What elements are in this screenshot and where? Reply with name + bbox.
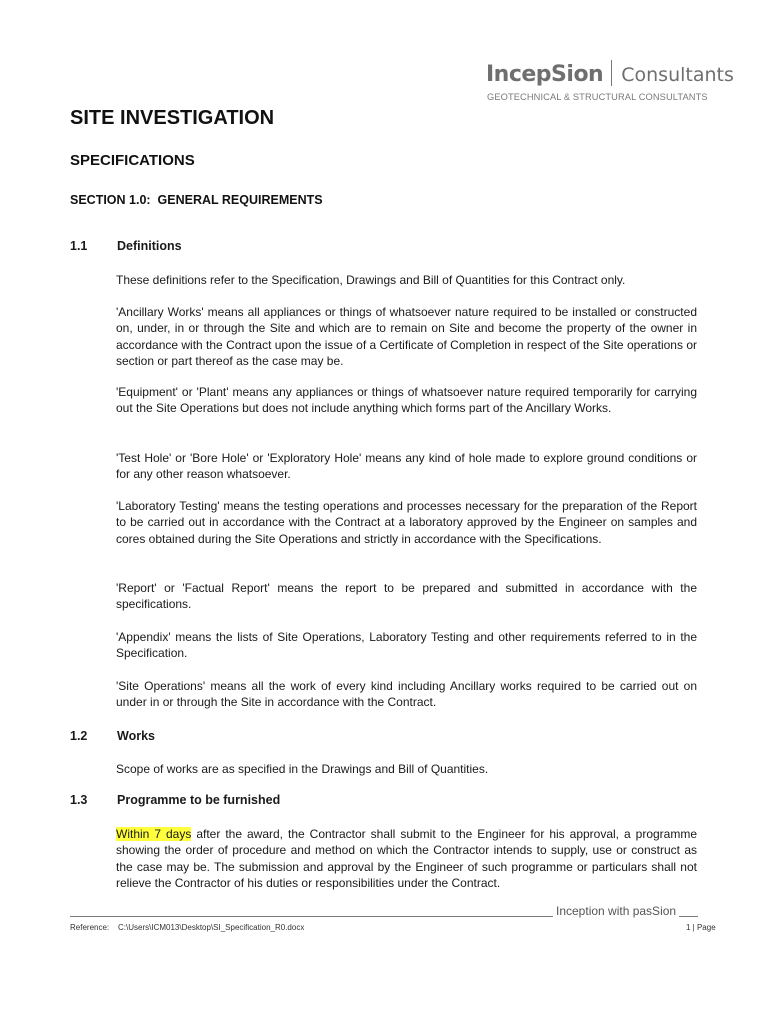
paragraph bbox=[116, 826, 697, 891]
paragraph-text: after the award, the Contractor shall submit to the Engineer for his approval, a programme showing the order of procedure and method on which the Contractor intends to supply, use or construct as the case may be. The submission and approval by the Engineer of such programme or particulars shall not relieve the Contractor of his duties or responsibilities under the Contract. bbox=[116, 827, 697, 890]
logo-brand-text: IncepSion bbox=[486, 62, 604, 87]
footer-tagline: Inception with pasSion bbox=[553, 904, 679, 918]
paragraph: Scope of works are as specified in the Drawings and Bill of Quantities. bbox=[116, 762, 489, 776]
section-title: Definitions bbox=[117, 239, 182, 253]
paragraph: 'Test Hole' or 'Bore Hole' or 'Exploratory Hole' means any kind of hole made to explore ground conditions or for any other reason whatsoever. bbox=[116, 451, 697, 482]
paragraph: 'Site Operations' means all the work of every kind including Ancillary works required to be carried out on under in or through the Site in accordance with the Contract. bbox=[116, 679, 697, 710]
section-heading: SECTION 1.0: GENERAL REQUIREMENTS bbox=[70, 193, 323, 207]
highlighted-text: Within 7 days bbox=[116, 827, 192, 841]
section-number: 1.2 bbox=[70, 729, 88, 743]
paragraph: These definitions refer to the Specification, Drawings and Bill of Quantities for this Contract only. bbox=[116, 273, 626, 287]
logo-consultants-text: Consultants bbox=[621, 64, 734, 86]
section-number: 1.3 bbox=[70, 793, 88, 807]
paragraph: 'Laboratory Testing' means the testing operations and processes necessary for the preparation of the Report to be carried out in accordance with the Contract at a laboratory approved by the Engineer on samples and cores obtained during the Site Operations and strictly in accordance with the Specifications. bbox=[116, 499, 697, 546]
logo-tagline: GEOTECHNICAL & STRUCTURAL CONSULTANTS bbox=[487, 92, 708, 102]
paragraph: 'Report' or 'Factual Report' means the report to be prepared and submitted in accordance with the specifications. bbox=[116, 581, 697, 612]
document-title: SITE INVESTIGATION bbox=[70, 107, 275, 129]
section-title: Programme to be furnished bbox=[117, 793, 281, 807]
section-number: 1.1 bbox=[70, 239, 88, 253]
paragraph: 'Appendix' means the lists of Site Operations, Laboratory Testing and other requirements referred to in the Specification. bbox=[116, 630, 697, 661]
footer-reference: Reference: C:\Users\ICM013\Desktop\SI_Specification_R0.docx bbox=[70, 923, 305, 932]
document-subtitle: SPECIFICATIONS bbox=[70, 152, 195, 169]
section-title: Works bbox=[117, 729, 155, 743]
paragraph: 'Equipment' or 'Plant' means any appliances or things of whatsoever nature required temporarily for carrying out the Site Operations but does not include anything which forms part of the Ancillary Works. bbox=[116, 385, 697, 416]
logo-divider bbox=[611, 60, 612, 86]
page-number: 1 | Page bbox=[686, 923, 716, 932]
company-logo bbox=[486, 60, 734, 87]
paragraph: 'Ancillary Works' means all appliances or things of whatsoever nature required to be installed or constructed on, under, in or through the Site and which are to remain on Site and become the property of the owner in accordance with the Contract upon the issue of a Certificate of Completion in respect of the Site operations or section or part thereof as the case may be. bbox=[116, 305, 697, 368]
